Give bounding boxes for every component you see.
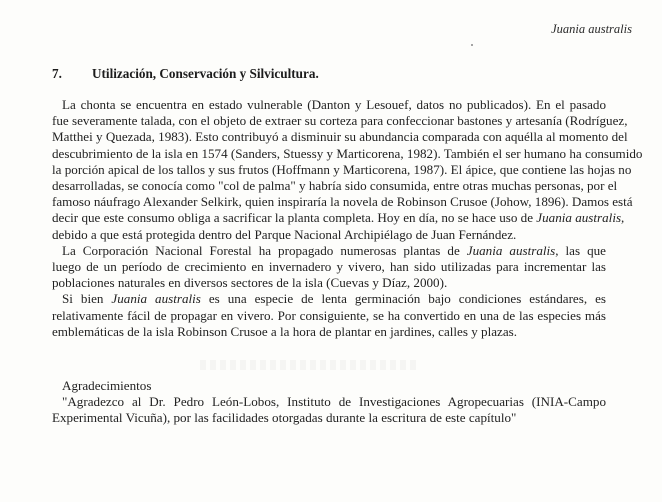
paragraph-line [52, 210, 625, 226]
acknowledgements-line: Experimental Vicuña), por las facilidades otorgadas durante la escritura de este capítulo" [52, 410, 517, 426]
paragraph-line: la porción apical de los tallos y sus frutos (Hoffmann y Marticorena, 1987). El ápice, que contiene las hojas no [52, 161, 632, 177]
paragraph-2 [52, 243, 606, 292]
species-name: Juania australis [111, 291, 201, 307]
scan-speck [471, 44, 473, 46]
paragraph-text: decir que este consumo obliga a sacrificar la planta completa. Hoy en día, no se hace uso de [52, 210, 537, 226]
paragraph-line: famoso náufrago Alexander Selkirk, quien inspiraría la novela de Robinson Crusoe (Johow, 1896). Damos está [52, 194, 633, 210]
paragraph-3 [52, 291, 606, 340]
paragraph-line: Matthei y Quezada, 1983). Esto contribuyó a disminuir su abundancia comparada con aquélla al momento del [52, 129, 628, 145]
paragraph-1 [52, 97, 643, 243]
paragraph-text: , las que [555, 242, 606, 258]
paragraph-line: relativamente fácil de propagar en vivero. Por consiguiente, se ha convertido en una de las especies más [52, 307, 606, 323]
paragraph-line: desarrolladas, se conocía como "col de palma" y habría sido consumida, entre otras muchas personas, por el [52, 178, 618, 194]
paragraph-text: es una especie de lenta germinación bajo condiciones estándares, es [200, 291, 606, 307]
section-number: 7. [52, 66, 62, 81]
paragraph-line: luego de un período de crecimiento en invernadero y vivero, han sido utilizadas para incrementar las [52, 259, 606, 275]
species-name: Juania australis, [536, 210, 625, 226]
paragraph-line: fue severamente talada, con el objeto de extraer su corteza para confeccionar bastones y artesanía (Rodríguez, [52, 113, 628, 129]
paragraph-line: debido a que está protegida dentro del Parque Nacional Archipiélago de Juan Fernández. [52, 226, 517, 242]
paragraph-line: emblemáticas de la isla Robinson Crusoe a la hora de plantar en jardines, calles y plazas. [52, 323, 518, 339]
species-name: Juania australis [466, 242, 556, 258]
scan-bleedthrough [200, 360, 420, 370]
body-text [52, 97, 643, 340]
paragraph-line [52, 291, 606, 307]
acknowledgements-body [52, 394, 606, 426]
paragraph-line: descubrimiento de la isla en 1574 (Sanders, Stuessy y Marticorena, 1982). También el ser humano ha consumido [52, 145, 643, 161]
section-title: Utilización, Conservación y Silvicultura. [92, 66, 319, 81]
acknowledgements-title: Agradecimientos [62, 378, 152, 393]
paragraph-text: Si bien [62, 291, 112, 307]
acknowledgements-line: "Agradezco al Dr. Pedro León-Lobos, Instituto de Investigaciones Agropecuarias (INIA-Campo [62, 394, 606, 409]
paragraph-line: poblaciones naturales en diversos sectores de la isla (Cuevas y Díaz, 2000). [52, 275, 448, 291]
paragraph-line [52, 243, 606, 259]
section-heading [52, 66, 319, 82]
paragraph-text: La Corporación Nacional Forestal ha propagado numerosas plantas de [62, 242, 467, 258]
running-header: Juania australis [551, 22, 632, 36]
paragraph-line: La chonta se encuentra en estado vulnerable (Danton y Lesouef, datos no publicados). En el pasado [62, 97, 606, 112]
